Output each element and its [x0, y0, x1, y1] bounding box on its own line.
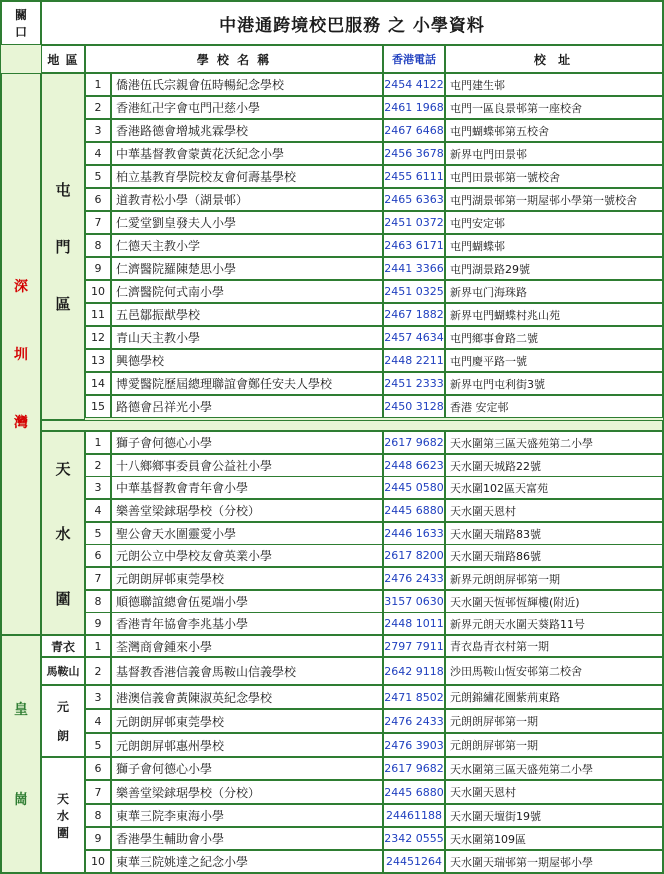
- row-number: 8: [85, 804, 111, 827]
- row-number: 3: [85, 476, 111, 499]
- district-char: 朗: [56, 729, 69, 743]
- row-number: 15: [85, 395, 111, 418]
- school-phone: 2467 6468: [383, 119, 445, 142]
- school-address: 天水圍天瑞邨第一期屋邨小學: [445, 850, 663, 873]
- school-name: 仁德天主教小学: [111, 234, 383, 257]
- school-name: 東華三院李東海小學: [111, 804, 383, 827]
- school-name: 道教青松小學（湖景邨）: [111, 188, 383, 211]
- district-char: 屯: [55, 181, 71, 199]
- school-phone: 2463 6171: [383, 234, 445, 257]
- school-name: 順德聯誼總會伍冕端小學: [111, 590, 383, 613]
- school-phone: 2617 9682: [383, 431, 445, 454]
- district-char: 水: [55, 524, 71, 543]
- port-cell-huanggang: [1, 635, 41, 873]
- school-phone: 2445 0580: [383, 476, 445, 499]
- row-number: 6: [85, 757, 111, 780]
- school-phone: 2467 1882: [383, 303, 445, 326]
- school-phone: 2476 3903: [383, 733, 445, 757]
- school-address: 天水圍第三區天盛苑第二小學: [445, 757, 663, 780]
- row-number: 3: [85, 119, 111, 142]
- row-number: 2: [85, 454, 111, 477]
- school-address: 青衣島青衣村第一期: [445, 635, 663, 657]
- district-char: 區: [55, 295, 71, 313]
- row-number: 13: [85, 349, 111, 372]
- row-number: 1: [85, 73, 111, 96]
- port-name-char: 深: [14, 279, 28, 295]
- school-phone: 2457 4634: [383, 326, 445, 349]
- row-number: 12: [85, 326, 111, 349]
- port-cell-shenzhen-bay: [1, 73, 41, 635]
- school-name: 元朗朗屏邨東莞學校: [111, 709, 383, 733]
- school-name: 香港路德會增城兆霖學校: [111, 119, 383, 142]
- port-header-cell: [1, 1, 41, 45]
- school-name: 仁濟醫院何式南小學: [111, 280, 383, 303]
- row-number: 5: [85, 733, 111, 757]
- school-address: 天水圍102區天富苑: [445, 476, 663, 499]
- row-number: 9: [85, 827, 111, 850]
- school-address: 元朗朗屏邨第一期: [445, 709, 663, 733]
- school-name: 柏立基教育學院校友會何壽基學校: [111, 165, 383, 188]
- school-name: 香港紅卍字會屯門卍慈小學: [111, 96, 383, 119]
- district-cell-ma-on-shan: 馬鞍山: [41, 657, 85, 685]
- district-char: 水: [56, 808, 69, 823]
- school-phone: 2797 7911: [383, 635, 445, 657]
- school-phone: 2451 2333: [383, 372, 445, 395]
- page-title: 中港通跨境校巴服務 之 小學資料: [41, 1, 663, 45]
- district-cell-tuen-mun: [41, 73, 85, 420]
- column-header-phone: 香港電話: [383, 45, 445, 73]
- school-address: 元朗朗屏邨第一期: [445, 733, 663, 757]
- school-phone: 24451264: [383, 850, 445, 873]
- district-spacer: [41, 420, 663, 431]
- row-number: 9: [85, 257, 111, 280]
- school-address: 新界屯門田景邨: [445, 142, 663, 165]
- row-number: 2: [85, 96, 111, 119]
- school-phone: 2642 9118: [383, 657, 445, 685]
- port-name-char: 灣: [14, 415, 28, 431]
- row-number: 6: [85, 544, 111, 567]
- school-name: 中華基督教會青年會小學: [111, 476, 383, 499]
- row-number: 7: [85, 780, 111, 804]
- row-number: 10: [85, 280, 111, 303]
- school-address: 新界元朗天水圍天葵路11号: [445, 612, 663, 635]
- school-phone: 2454 4122: [383, 73, 445, 96]
- row-number: 4: [85, 709, 111, 733]
- district-char: 圍: [55, 589, 71, 608]
- school-phone: 2617 8200: [383, 544, 445, 567]
- district-char: 元: [56, 700, 69, 714]
- port-name-char: 崗: [14, 792, 28, 808]
- row-number: 4: [85, 142, 111, 165]
- school-phone: 2461 1968: [383, 96, 445, 119]
- school-name: 東華三院姚達之紀念小學: [111, 850, 383, 873]
- school-phone: 2441 3366: [383, 257, 445, 280]
- district-cell-tin-shui-wai: [41, 431, 85, 635]
- school-address: 香港 安定邨: [445, 395, 663, 418]
- row-number: 7: [85, 567, 111, 590]
- school-name: 仁愛堂劉皇發夫人小學: [111, 211, 383, 234]
- school-name: 港澳信義會黃陳淑英紀念學校: [111, 685, 383, 709]
- school-name: 香港青年協會李兆基小學: [111, 612, 383, 635]
- school-address: 屯門鄉事會路二號: [445, 326, 663, 349]
- row-number: 5: [85, 522, 111, 545]
- school-phone: 2451 0372: [383, 211, 445, 234]
- school-address: 天水圍天恩村: [445, 499, 663, 522]
- school-phone: 2476 2433: [383, 709, 445, 733]
- row-number: 8: [85, 590, 111, 613]
- school-phone: 3157 0630: [383, 590, 445, 613]
- school-phone: 2448 1011: [383, 612, 445, 635]
- column-header-district: 地 區: [41, 45, 85, 73]
- school-phone: 2455 6111: [383, 165, 445, 188]
- school-address: 屯門一區良景邨第一座校舍: [445, 96, 663, 119]
- school-name: 中華基督教會蒙黃花沃紀念小學: [111, 142, 383, 165]
- school-name: 聖公會天水圍靈愛小學: [111, 522, 383, 545]
- school-address: 屯門田景邨第一號校舍: [445, 165, 663, 188]
- row-number: 7: [85, 211, 111, 234]
- school-name: 仁濟醫院羅陳楚思小學: [111, 257, 383, 280]
- row-number: 9: [85, 612, 111, 635]
- school-address: 屯門蝴蝶邨第五校舍: [445, 119, 663, 142]
- school-phone: 2445 6880: [383, 499, 445, 522]
- row-number: 4: [85, 499, 111, 522]
- district-char: 門: [55, 238, 71, 256]
- school-address: 元朗錦繡花園紫荊東路: [445, 685, 663, 709]
- school-name: 元朗公立中學校友會英業小學: [111, 544, 383, 567]
- school-address: 新界屯門屯利街3號: [445, 372, 663, 395]
- district-char: 圍: [56, 825, 69, 840]
- row-number: 3: [85, 685, 111, 709]
- row-number: 5: [85, 165, 111, 188]
- school-address: 天水圍天瑞路86號: [445, 544, 663, 567]
- school-name: 樂善堂梁銶琚學校（分校）: [111, 499, 383, 522]
- school-address: 屯門蝴蝶邨: [445, 234, 663, 257]
- school-address: 新界屯門蝴蝶村兆山苑: [445, 303, 663, 326]
- port-header-char: 口: [14, 25, 27, 39]
- school-name: 荃灣商會鍾來小學: [111, 635, 383, 657]
- school-phone: 24461188: [383, 804, 445, 827]
- school-name: 博愛醫院歷屆總理聯誼會鄭任安夫人學校: [111, 372, 383, 395]
- column-header-address: 校 址: [445, 45, 663, 73]
- school-name: 青山天主教小學: [111, 326, 383, 349]
- school-address: 屯門湖景邨第一期屋邨小學第一號校舍: [445, 188, 663, 211]
- school-phone: 2456 3678: [383, 142, 445, 165]
- row-number: 1: [85, 635, 111, 657]
- school-address: 沙田馬鞍山恆安邨第二校舍: [445, 657, 663, 685]
- school-name: 基督教香港信義會馬鞍山信義學校: [111, 657, 383, 685]
- school-name: 僑港伍氏宗親會伍時暢紀念學校: [111, 73, 383, 96]
- district-char: 天: [55, 459, 71, 478]
- school-address: 新界元朗朗屏邨第一期: [445, 567, 663, 590]
- school-address: 天水圍第109區: [445, 827, 663, 850]
- school-name: 路德會呂祥光小學: [111, 395, 383, 418]
- school-phone: 2476 2433: [383, 567, 445, 590]
- row-number: 8: [85, 234, 111, 257]
- school-name: 獅子會何德心小學: [111, 757, 383, 780]
- school-name: 興德學校: [111, 349, 383, 372]
- school-address: 天水圍天瑞路83號: [445, 522, 663, 545]
- school-address: 天水圍天壇街19號: [445, 804, 663, 827]
- school-name: 五邑鄒振猷學校: [111, 303, 383, 326]
- school-phone: 2617 9682: [383, 757, 445, 780]
- school-address: 屯門安定邨: [445, 211, 663, 234]
- school-name: 元朗朗屏邨惠州學校: [111, 733, 383, 757]
- school-phone: 2448 2211: [383, 349, 445, 372]
- column-header-school: 學 校 名 稱: [85, 45, 383, 73]
- district-cell-tsing-yi: 青衣: [41, 635, 85, 657]
- school-phone: 2451 0325: [383, 280, 445, 303]
- port-name-char: 圳: [14, 347, 28, 363]
- port-name-char: 皇: [14, 702, 28, 718]
- school-phone: 2471 8502: [383, 685, 445, 709]
- school-address: 屯門慶平路一號: [445, 349, 663, 372]
- district-char: 天: [56, 791, 69, 806]
- row-number: 2: [85, 657, 111, 685]
- school-name: 十八鄉鄉事委員會公益社小學: [111, 454, 383, 477]
- school-phone: 2450 3128: [383, 395, 445, 418]
- school-phone: 2465 6363: [383, 188, 445, 211]
- row-number: 6: [85, 188, 111, 211]
- school-address: 新界屯门海珠路: [445, 280, 663, 303]
- row-number: 1: [85, 431, 111, 454]
- school-address: 天水圍天恆邨恆輝樓(附近): [445, 590, 663, 613]
- school-name: 香港學生輔助會小學: [111, 827, 383, 850]
- district-cell-tin-shui-wai-2: [41, 757, 85, 873]
- school-name: 獅子會何德心小學: [111, 431, 383, 454]
- port-header-char: 關: [14, 8, 27, 22]
- school-address: 屯門建生邨: [445, 73, 663, 96]
- school-phone: 2445 6880: [383, 780, 445, 804]
- school-phone: 2342 0555: [383, 827, 445, 850]
- school-address: 天水圍第三區天盛苑第二小學: [445, 431, 663, 454]
- school-phone: 2448 6623: [383, 454, 445, 477]
- row-number: 11: [85, 303, 111, 326]
- school-phone: 2446 1633: [383, 522, 445, 545]
- row-number: 10: [85, 850, 111, 873]
- school-address: 天水圍天城路22號: [445, 454, 663, 477]
- school-address: 屯門湖景路29號: [445, 257, 663, 280]
- district-cell-yuen-long: [41, 685, 85, 757]
- row-number: 14: [85, 372, 111, 395]
- school-name: 樂善堂梁銶琚學校（分校）: [111, 780, 383, 804]
- school-address: 天水圍天恩村: [445, 780, 663, 804]
- school-name: 元朗朗屏邨東莞學校: [111, 567, 383, 590]
